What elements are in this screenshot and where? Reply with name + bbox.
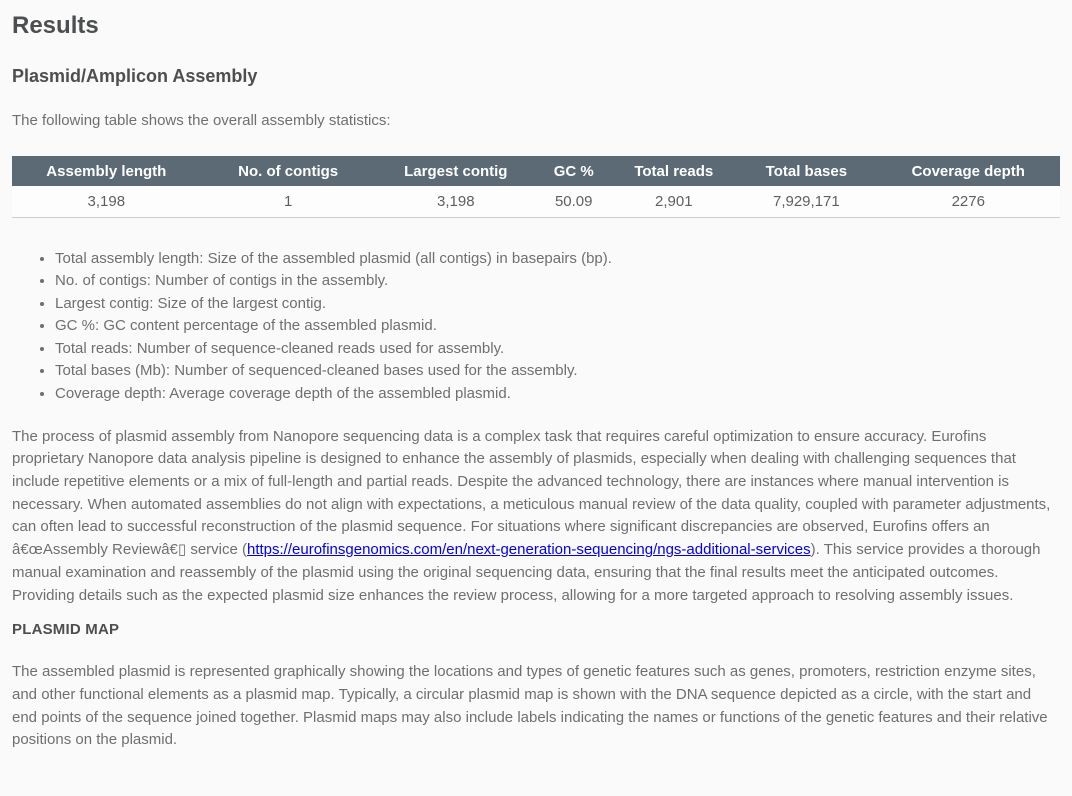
table-intro-text: The following table shows the overall assembly statistics: [12, 112, 391, 129]
list-item-total-bases: • Total bases (Mb): Number of sequenced-cleaned bases used for the assembly. [55, 360, 1060, 383]
table-header-row [12, 156, 1060, 186]
column-header-no-of-contigs: No. of contigs [201, 156, 376, 186]
plasmid-map-paragraph: The assembled plasmid is represented graphically showing the locations and types of genetic features such as genes, promoters, restriction enzyme sites, and other functional elements as a plasmid map. Typically, a circular plasmid map is shown with the DNA sequence depicted as a circle, with the start and end points of the sequence joined together. Plasmid maps may also include labels indicating the names or functions of the genetic features and their relative positions on the plasmid. [12, 663, 1048, 749]
list-item-coverage-depth: • Coverage depth: Average coverage depth of the assembled plasmid. [55, 383, 1060, 406]
section-heading-plasmid-amplicon-assembly: Plasmid/Amplicon Assembly [12, 66, 258, 86]
column-header-coverage-depth: Coverage depth [877, 156, 1060, 186]
page-title: Results [12, 12, 99, 39]
paragraph-text-after-link: ). This service provides a thorough manual examination and reassembly of the plasmid using the original sequencing data, ensuring that the final results meet the anticipated outcomes. Providing details such as the expected plasmid size enhances the review process, allowing for a more targeted approach to resolving assembly issues. [12, 541, 1041, 604]
column-header-assembly-length: Assembly length [12, 156, 201, 186]
cell-total-reads: 2,901 [611, 186, 736, 217]
cell-assembly-length: 3,198 [12, 186, 201, 217]
list-item-largest-contig: • Largest contig: Size of the largest contig. [55, 293, 1060, 316]
table-row [12, 186, 1060, 217]
column-header-total-reads: Total reads [611, 156, 736, 186]
list-item-total-assembly-length: • Total assembly length: Size of the assembled plasmid (all contigs) in basepairs (bp). [55, 248, 1060, 271]
assembly-statistics-table [12, 156, 1060, 218]
cell-total-bases: 7,929,171 [736, 186, 876, 217]
plasmid-map-heading: PLASMID MAP [12, 621, 120, 639]
list-item-gc-percent: • GC %: GC content percentage of the assembled plasmid. [55, 315, 1060, 338]
assembly-review-paragraph [12, 426, 1060, 608]
cell-coverage-depth: 2276 [877, 186, 1060, 217]
cell-no-of-contigs: 1 [201, 186, 376, 217]
list-item-total-reads: • Total reads: Number of sequence-cleaned reads used for assembly. [55, 338, 1060, 361]
cell-largest-contig: 3,198 [376, 186, 536, 217]
column-header-gc-percent: GC % [536, 156, 611, 186]
column-header-total-bases: Total bases [736, 156, 876, 186]
paragraph-text-before-link: The process of plasmid assembly from Nanopore sequencing data is a complex task that requires careful optimization to ensure accuracy. Eurofins proprietary Nanopore data analysis pipeline is designed to enhance the assembly of plasmids, especially when dealing with challenging sequences that include repetitive elements or a mix of full-length and partial reads. Despite the advanced technology, there are instances where manual intervention is necessary. When automated assemblies do not align with expectations, a meticulous manual review of the data quality, coupled with parameter adjustments, can often lead to successful reconstruction of the plasmid sequence. For situations where significant discrepancies are observed, Eurofins offers an â€œAssembly Reviewâ€▯ service ( [12, 427, 1051, 559]
results-report-page [0, 12, 1072, 752]
column-definitions-list [12, 248, 1060, 406]
list-item-no-of-contigs: • No. of contigs: Number of contigs in the assembly. [55, 270, 1060, 293]
ngs-additional-services-link[interactable]: https://eurofinsgenomics.com/en/next-generation-sequencing/ngs-additional-services [247, 541, 811, 559]
column-header-largest-contig: Largest contig [376, 156, 536, 186]
cell-gc-percent: 50.09 [536, 186, 611, 217]
